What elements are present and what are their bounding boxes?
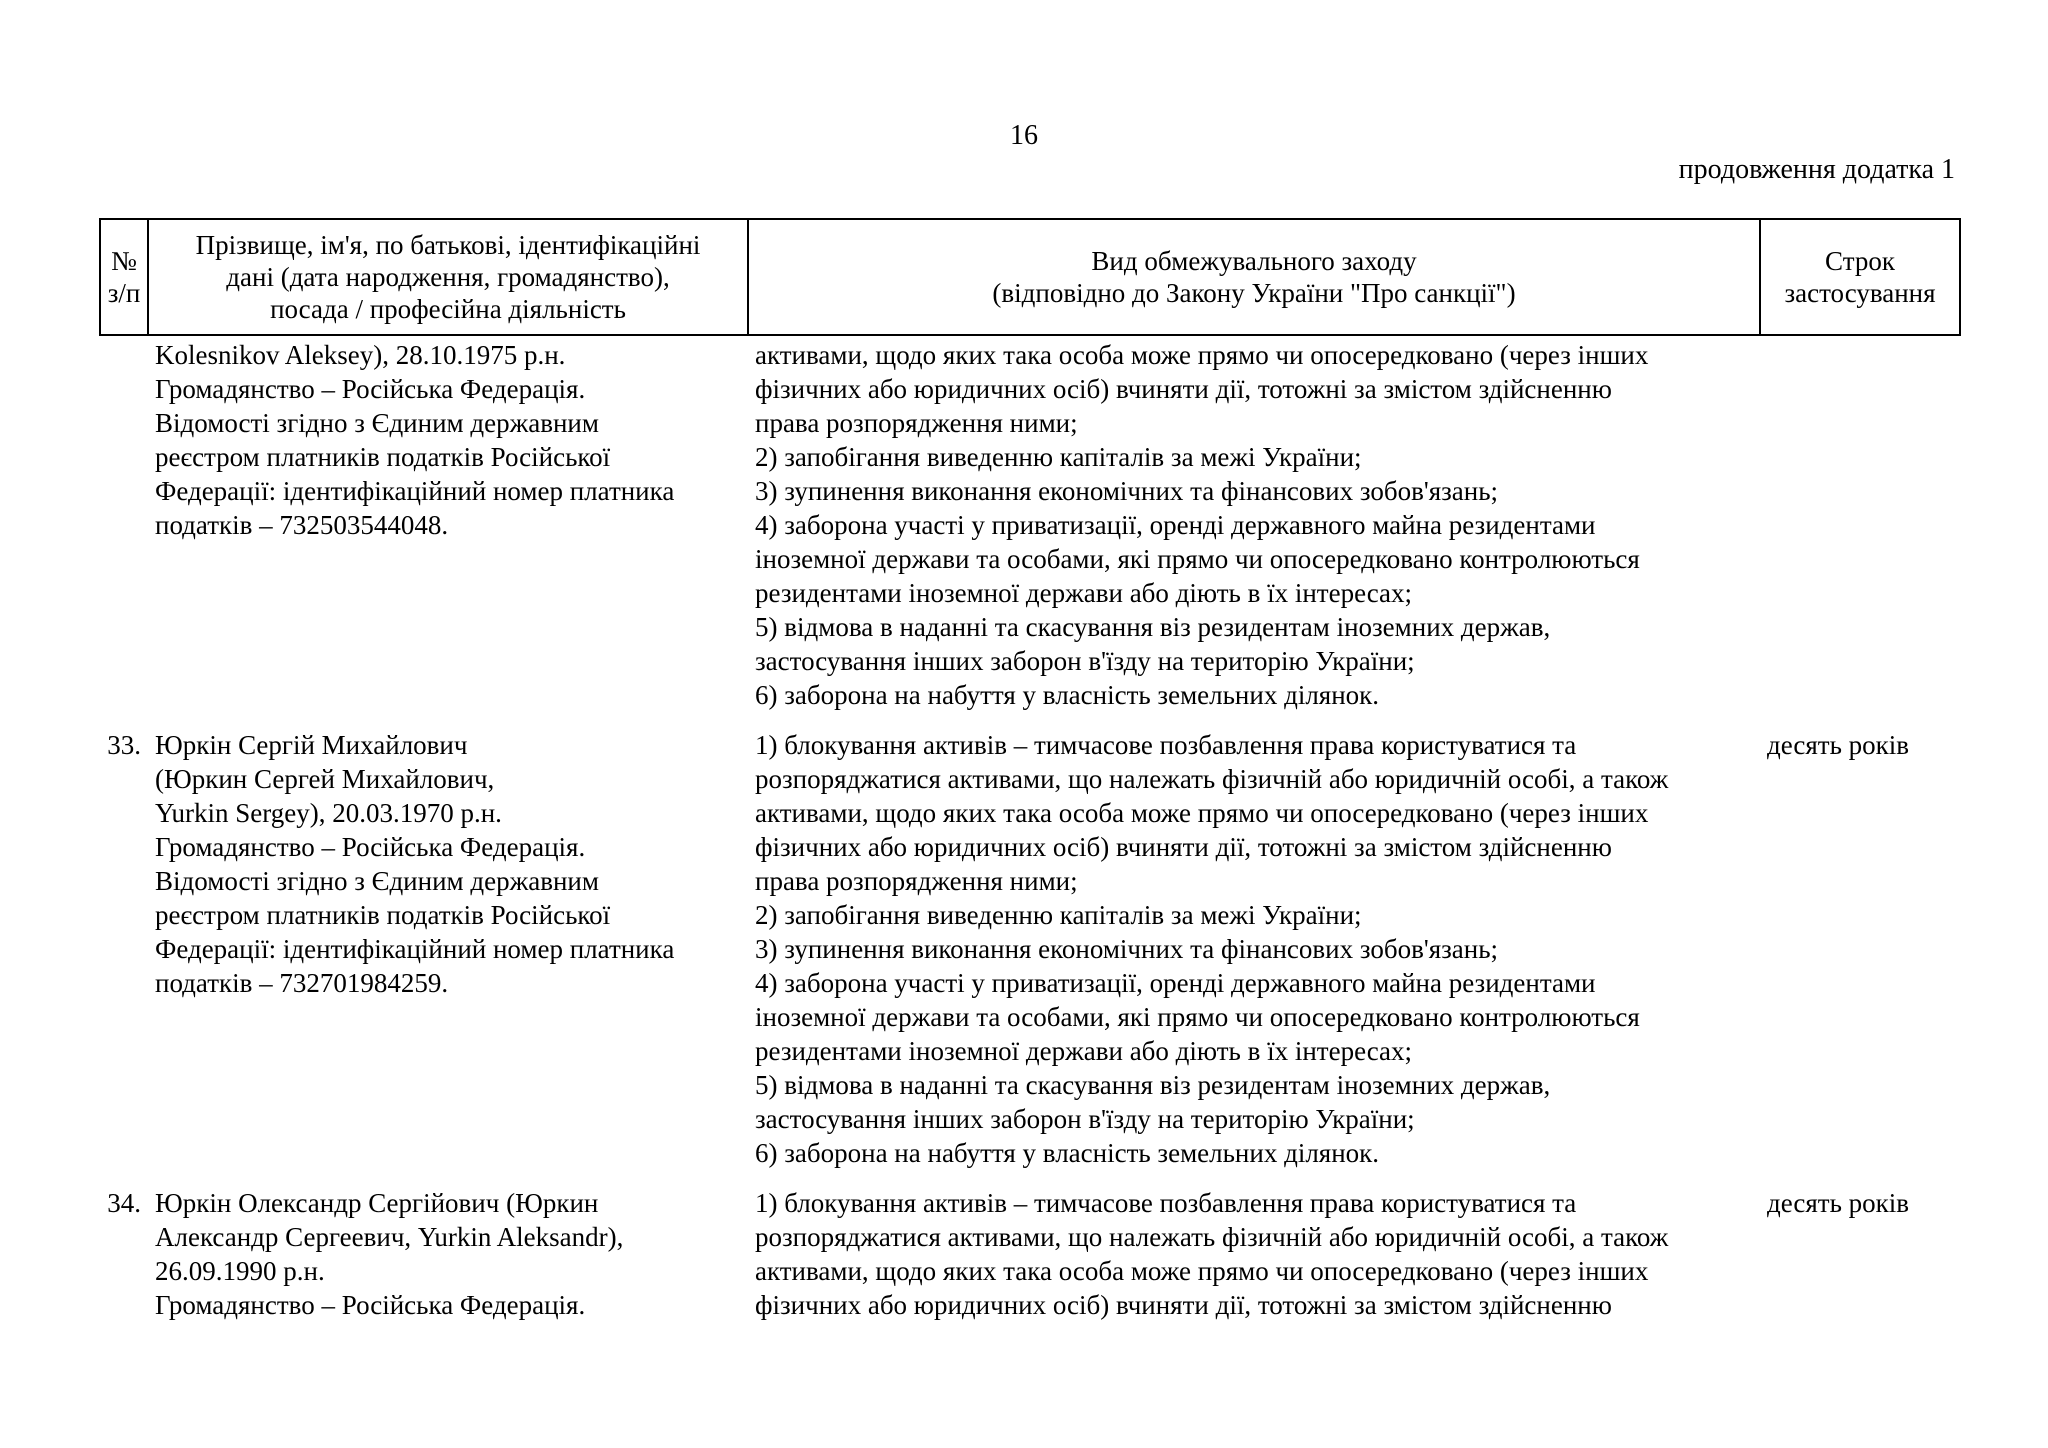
measure-line: активами, щодо яких така особа може прямо чи опосередковано (через інших (755, 340, 1649, 370)
measure-line: 4) заборона участі у приватизації, оренді державного майна резидентами (755, 510, 1596, 540)
person-details-line: Юркін Сергій Михайлович (155, 730, 468, 760)
header-name-line: дані (дата народження, громадянство), (226, 262, 670, 292)
measure-line: 1) блокування активів – тимчасове позбавлення права користуватися та (755, 1188, 1577, 1218)
header-number-cell (100, 219, 148, 335)
measure-line: 5) відмова в наданні та скасування віз резидентам іноземних держав, (755, 612, 1551, 642)
measure-line: 6) заборона на набуття у власність земельних ділянок. (755, 1138, 1380, 1168)
row-number: 33. (107, 730, 141, 760)
table-row (99, 1186, 1959, 1322)
person-details-line: Федерації: ідентифікаційний номер платника (155, 934, 675, 964)
application-term: десять років (1767, 730, 1910, 760)
measure-line: розпоряджатися активами, що належать фізичній або юридичній особі, а також (755, 1222, 1669, 1252)
measure-line: 3) зупинення виконання економічних та фінансових зобов'язань; (755, 934, 1499, 964)
person-details-line: Громадянство – Російська Федерація. (155, 1290, 586, 1320)
measure-line: іноземної держави та особами, які прямо чи опосередковано контролюються (755, 544, 1640, 574)
person-details-line: Александр Сергеевич, Yurkin Aleksandr), (155, 1222, 624, 1252)
measure-line: фізичних або юридичних осіб) вчиняти дії, тотожні за змістом здійсненню (755, 374, 1612, 404)
table-row (99, 728, 1959, 1170)
person-details-line: реєстром платників податків Російської (155, 442, 611, 472)
table-row (99, 338, 1959, 712)
measure-line: 2) запобігання виведенню капіталів за межі України; (755, 442, 1362, 472)
header-term-line: застосування (1784, 278, 1936, 308)
restrictive-measures (747, 338, 1759, 712)
measure-line: 5) відмова в наданні та скасування віз резидентам іноземних держав, (755, 1070, 1551, 1100)
header-number-line: № (111, 246, 137, 276)
person-details-line: Громадянство – Російська Федерація. (155, 832, 586, 862)
header-measure-line: Вид обмежувального заходу (1091, 246, 1417, 276)
header-name-line: Прізвище, ім'я, по батькові, ідентифікаційні (195, 230, 701, 260)
continuation-label: продовження додатка 1 (1678, 154, 1955, 185)
person-details-line: реєстром платників податків Російської (155, 900, 611, 930)
restrictive-measures (747, 728, 1759, 1170)
measure-line: активами, щодо яких така особа може прямо чи опосередковано (через інших (755, 1256, 1649, 1286)
measure-line: резидентами іноземної держави або діють в їх інтересах; (755, 578, 1413, 608)
restrictive-measures (747, 1186, 1759, 1322)
measure-line: права розпорядження ними; (755, 408, 1078, 438)
person-details-line: (Юркин Сергей Михайлович, (155, 764, 495, 794)
person-details-line: податків – 732503544048. (155, 510, 449, 540)
person-details-line: податків – 732701984259. (155, 968, 449, 998)
measure-line: 6) заборона на набуття у власність земельних ділянок. (755, 680, 1380, 710)
header-name-cell (148, 219, 748, 335)
person-details-line: Відомості згідно з Єдиним державним (155, 408, 599, 438)
row-number: 34. (107, 1188, 141, 1218)
person-details-line: Федерації: ідентифікаційний номер платника (155, 476, 675, 506)
measure-line: резидентами іноземної держави або діють в їх інтересах; (755, 1036, 1413, 1066)
header-term-cell (1760, 219, 1960, 335)
person-details (147, 338, 747, 542)
header-number-line: з/п (107, 278, 141, 308)
table-body (99, 338, 1959, 1322)
measure-line: 1) блокування активів – тимчасове позбавлення права користуватися та (755, 730, 1577, 760)
measure-line: 3) зупинення виконання економічних та фінансових зобов'язань; (755, 476, 1499, 506)
person-details-line: Громадянство – Російська Федерація. (155, 374, 586, 404)
table-header (99, 218, 1961, 336)
page-number: 16 (1010, 120, 1038, 151)
header-name-line: посада / професійна діяльність (270, 294, 626, 324)
person-details-line: Kolesnikov Aleksey), 28.10.1975 р.н. (155, 340, 566, 370)
measure-line: фізичних або юридичних осіб) вчиняти дії, тотожні за змістом здійсненню (755, 832, 1612, 862)
measure-line: 2) запобігання виведенню капіталів за межі України; (755, 900, 1362, 930)
person-details-line: 26.09.1990 р.н. (155, 1256, 325, 1286)
measure-line: права розпорядження ними; (755, 866, 1078, 896)
measure-line: застосування інших заборон в'їзду на територію України; (755, 646, 1415, 676)
measure-line: розпоряджатися активами, що належать фізичній або юридичній особі, а також (755, 764, 1669, 794)
header-term-line: Строк (1825, 246, 1895, 276)
measure-line: іноземної держави та особами, які прямо чи опосередковано контролюються (755, 1002, 1640, 1032)
measure-line: фізичних або юридичних осіб) вчиняти дії, тотожні за змістом здійсненню (755, 1290, 1612, 1320)
person-details-line: Yurkin Sergey), 20.03.1970 р.н. (155, 798, 502, 828)
person-details-line: Відомості згідно з Єдиним державним (155, 866, 599, 896)
person-details (147, 728, 747, 1000)
measure-line: активами, щодо яких така особа може прямо чи опосередковано (через інших (755, 798, 1649, 828)
measure-line: застосування інших заборон в'їзду на територію України; (755, 1104, 1415, 1134)
application-term: десять років (1767, 1188, 1910, 1218)
header-measure-line: (відповідно до Закону України "Про санкції") (992, 278, 1516, 308)
person-details (147, 1186, 747, 1322)
person-details-line: Юркін Олександр Сергійович (Юркин (155, 1188, 599, 1218)
header-measure-cell (748, 219, 1760, 335)
measure-line: 4) заборона участі у приватизації, оренді державного майна резидентами (755, 968, 1596, 998)
